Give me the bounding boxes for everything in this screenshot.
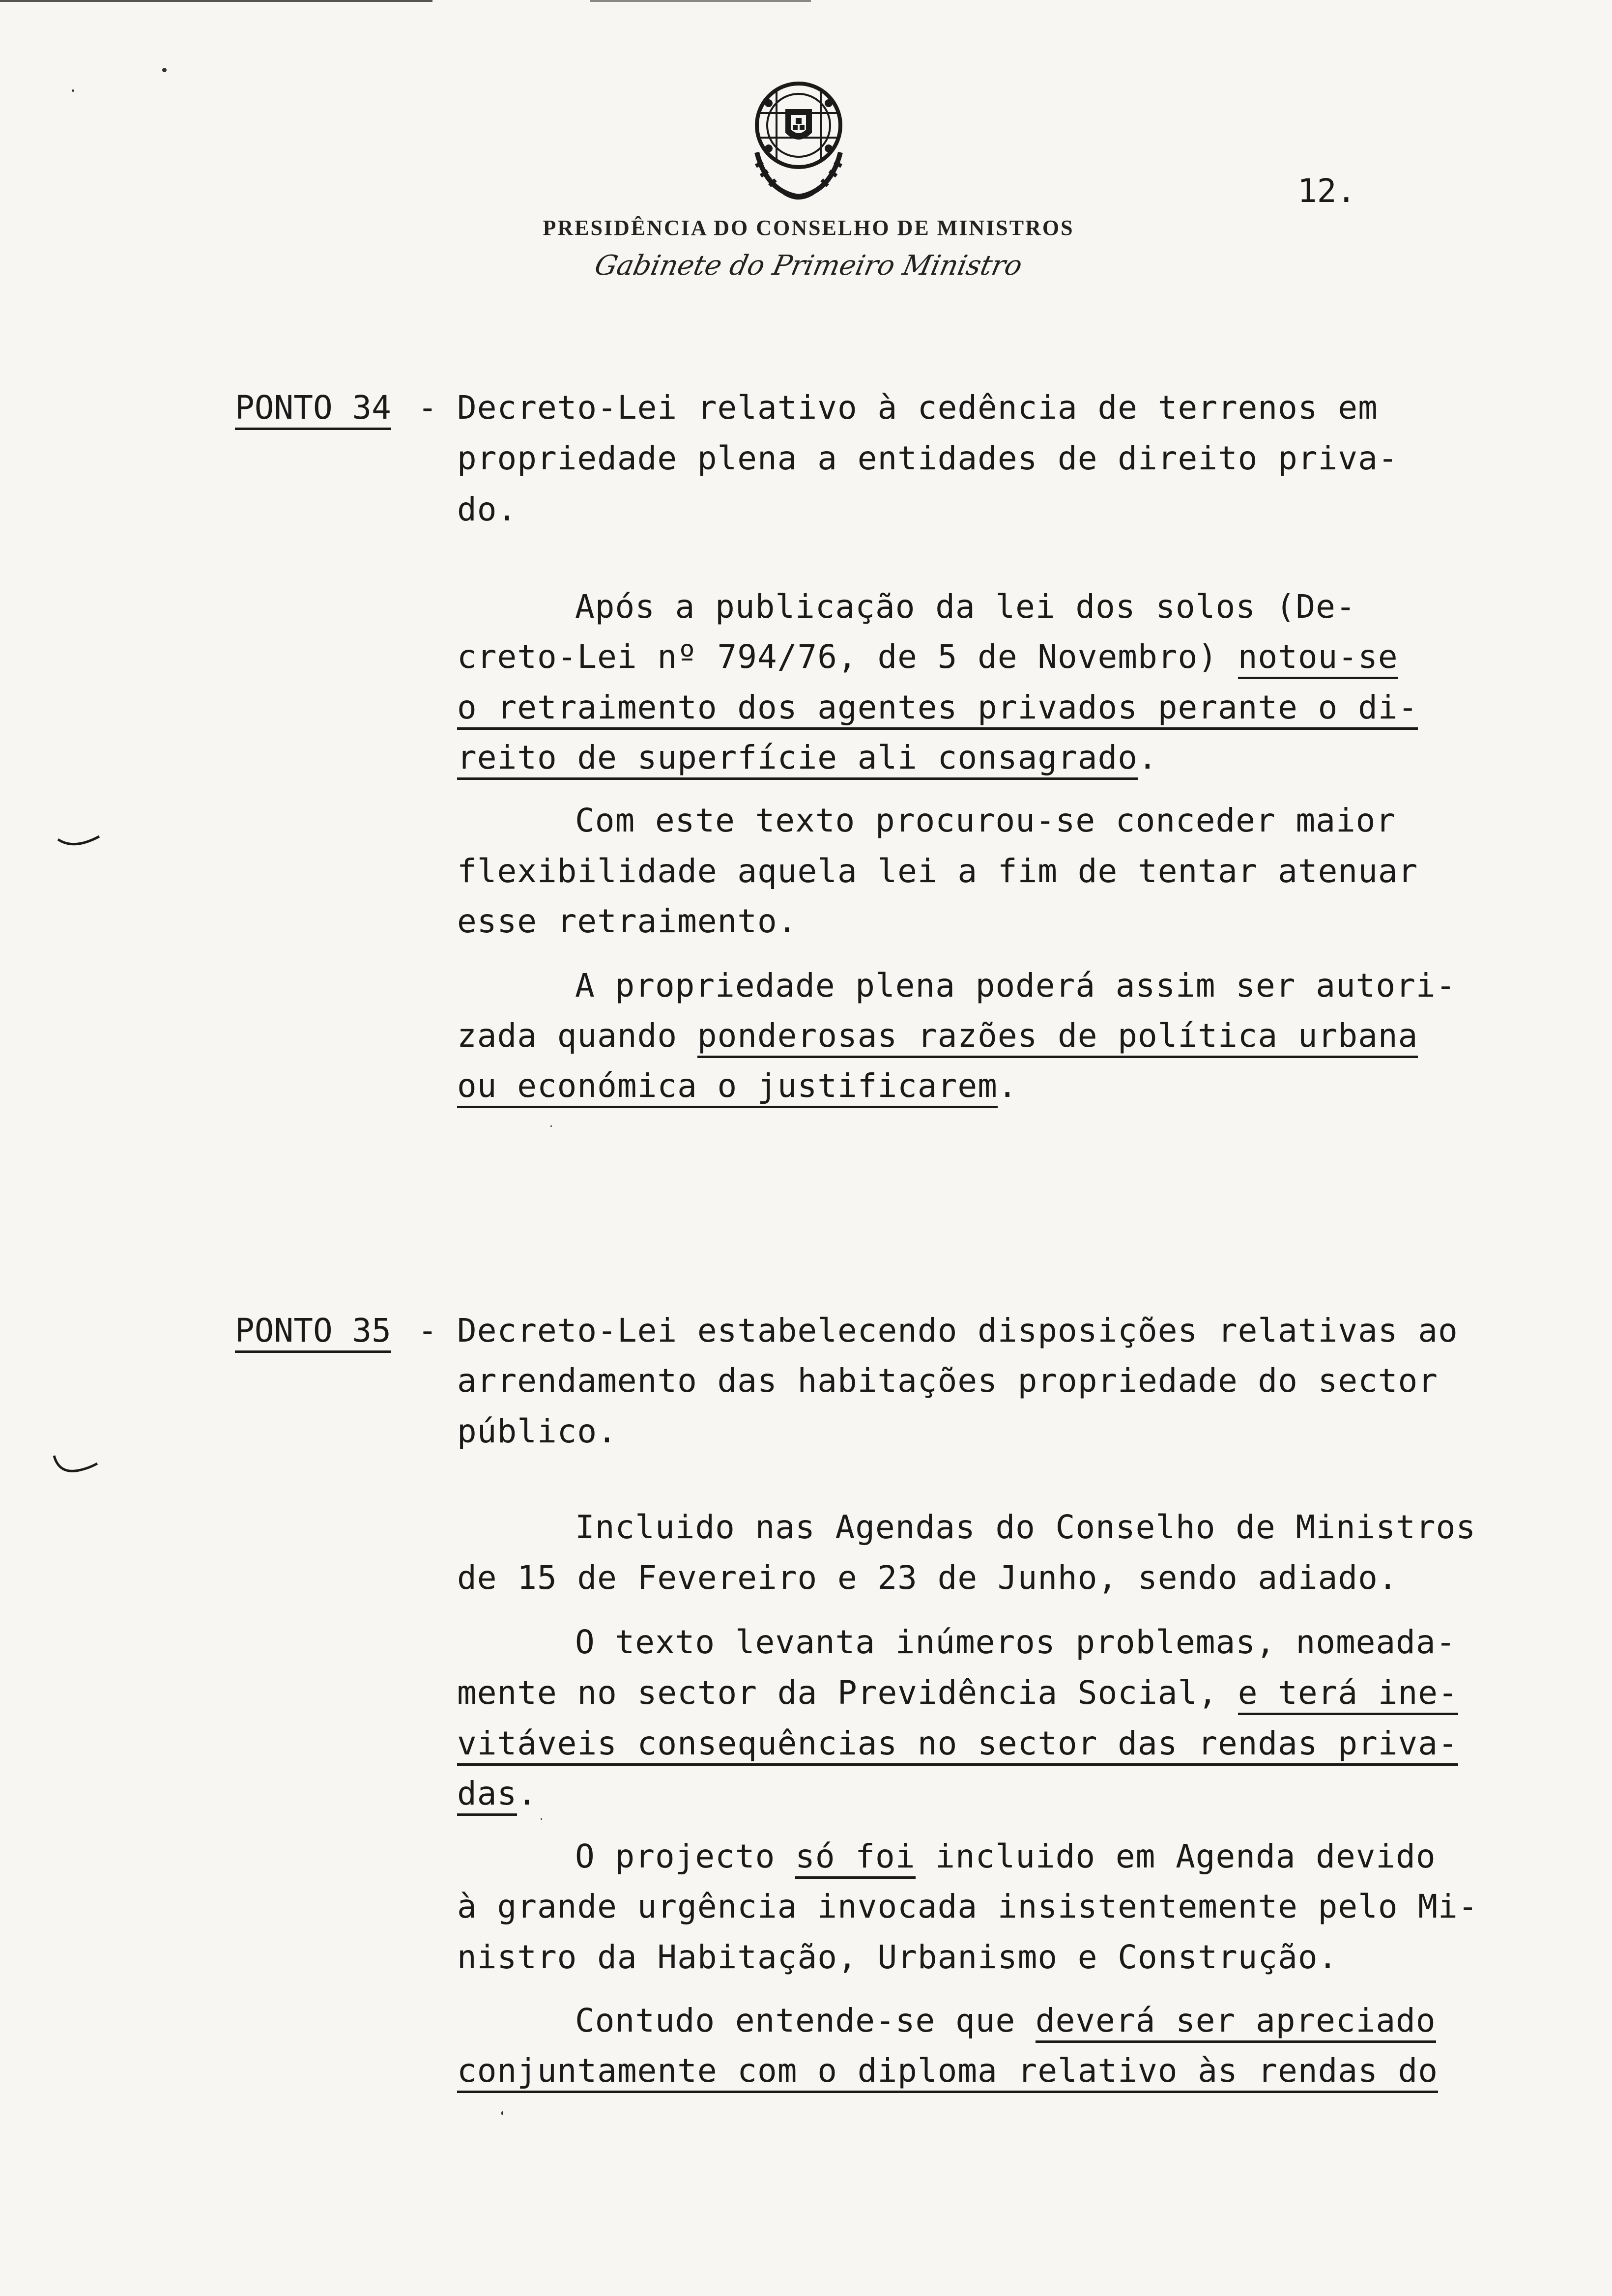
ponto-34-paragraph-line: esse retraimento.: [457, 902, 798, 940]
ponto-35-label: PONTO 35: [235, 1311, 391, 1350]
scan-speck: [162, 68, 167, 72]
ponto-35-paragraph-line: O texto levanta inúmeros problemas, nomeada-: [575, 1623, 1456, 1661]
scan-speck: [541, 1818, 542, 1820]
ponto-35-title-line: arrendamento das habitações propriedade do sector: [457, 1362, 1439, 1400]
coat-of-arms-seal: [737, 79, 860, 206]
ponto-35-title-line: Decreto-Lei estabelecendo disposições relativas ao: [457, 1312, 1458, 1349]
ponto-34-paragraph-line: Com este texto procurou-se conceder maior: [575, 802, 1396, 839]
ponto-34-paragraph-line: Após a publicação da lei dos solos (De-: [575, 588, 1356, 626]
page-number: 12.: [1297, 172, 1356, 210]
ponto-35-paragraph-line: conjuntamente com o diploma relativo às rendas do: [457, 2051, 1438, 2091]
ponto-35-paragraph-line: nistro da Habitação, Urbanismo e Construção.: [457, 1938, 1338, 1976]
ponto-34-label: PONTO 34: [235, 388, 391, 428]
ponto-35-paragraph-line: Incluido nas Agendas do Conselho de Ministros: [575, 1508, 1476, 1546]
ponto-35-paragraph-line: à grande urgência invocada insistentemente pelo Mi-: [457, 1888, 1478, 1925]
scan-speck: [72, 89, 74, 92]
ponto-34-title-line: Decreto-Lei relativo à cedência de terrenos em: [457, 389, 1378, 427]
ponto-34-paragraph-line: creto-Lei nº 794/76, de 5 de Novembro) notou-se: [457, 637, 1398, 677]
ponto-34-paragraph-line: reito de superfície ali consagrado.: [457, 738, 1158, 777]
ponto-34-title-line: do.: [457, 490, 518, 528]
ponto-34-paragraph-line: A propriedade plena poderá assim ser autori-: [575, 967, 1456, 1004]
ponto-34-title-line: propriedade plena a entidades de direito priva-: [457, 439, 1398, 477]
ponto-34-paragraph-line: ou económica o justificarem.: [457, 1066, 1018, 1106]
ponto-35-paragraph-line: vitáveis consequências no sector das rendas priva-: [457, 1724, 1458, 1763]
ponto-34-paragraph-line: o retraimento dos agentes privados perante o di-: [457, 688, 1418, 727]
ponto-34-paragraph-line: flexibilidade aquela lei a fim de tentar atenuar: [457, 852, 1418, 890]
scan-speck: [501, 2111, 503, 2115]
ponto-35-paragraph-line: de 15 de Fevereiro e 23 de Junho, sendo adiado.: [457, 1559, 1398, 1597]
margin-check-mark: [49, 1450, 103, 1489]
ponto-35-paragraph-line: O projecto só foi incluido em Agenda devido: [575, 1837, 1436, 1876]
scan-edge-line: [590, 0, 811, 2]
scan-speck: [550, 1125, 552, 1127]
ponto-34-dash: -: [418, 389, 437, 427]
office-subheader: Gabinete do Primeiro Ministro: [592, 250, 1025, 282]
scan-edge-line: [0, 0, 432, 2]
ponto-35-paragraph-line: Contudo entende-se que deverá ser apreciado: [575, 2001, 1436, 2040]
ponto-35-title-line: público.: [457, 1412, 617, 1450]
ponto-35-paragraph-line: das.: [457, 1774, 537, 1813]
ponto-34-paragraph-line: zada quando ponderosas razões de política urbana: [457, 1016, 1418, 1056]
margin-check-mark: [54, 826, 103, 855]
ponto-35-dash: -: [418, 1312, 437, 1349]
institution-header: PRESIDÊNCIA DO CONSELHO DE MINISTROS: [543, 216, 1074, 240]
ponto-35-paragraph-line: mente no sector da Previdência Social, e terá ine-: [457, 1673, 1458, 1713]
